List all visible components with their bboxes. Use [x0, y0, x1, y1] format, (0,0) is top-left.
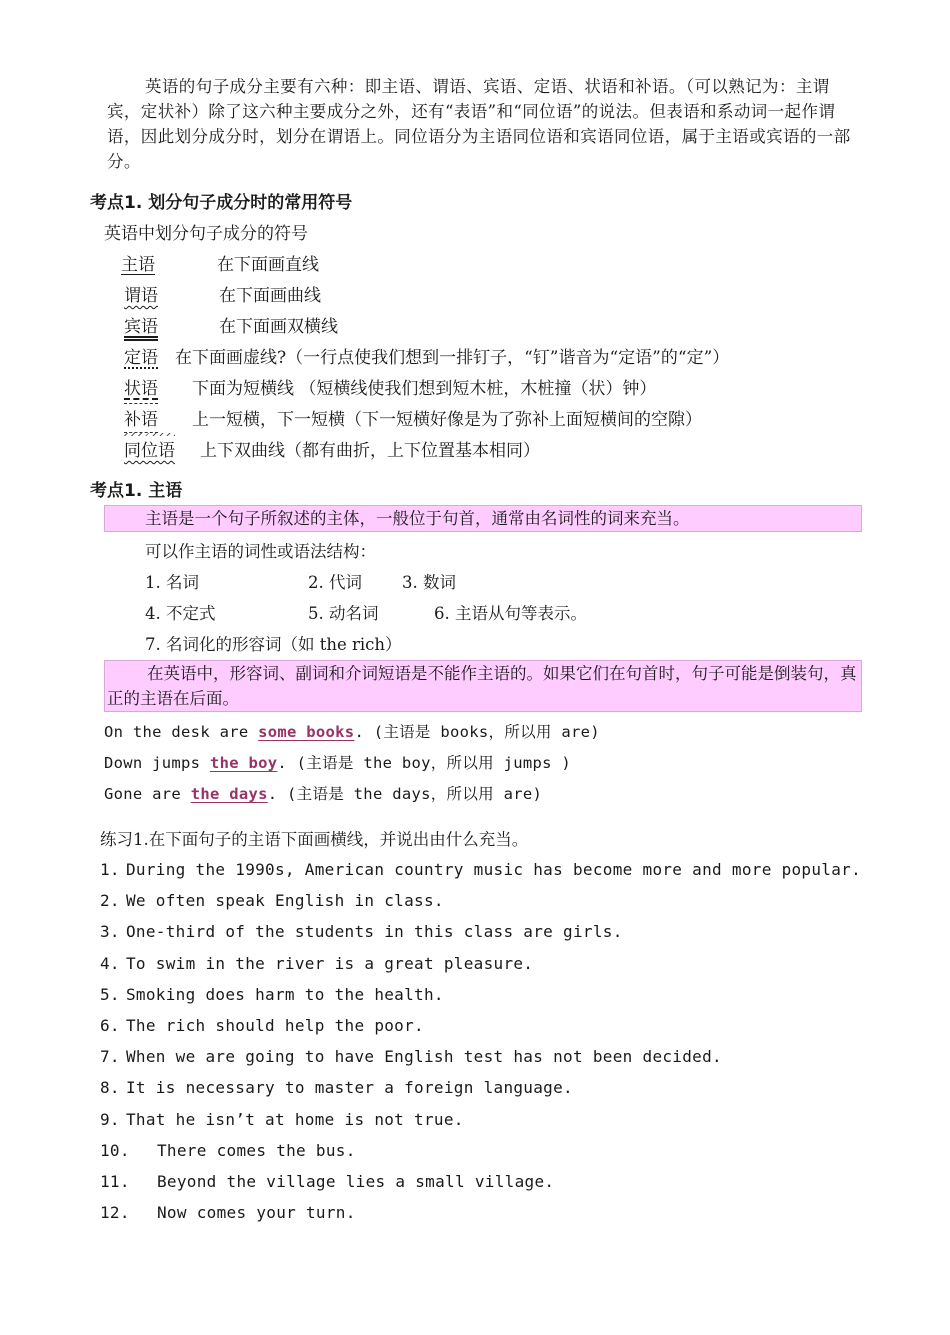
structure-item: 1. 名词 — [145, 573, 199, 592]
exercise-number: 3. — [100, 922, 120, 942]
exercise-sentence: We often speak English in class. — [126, 891, 444, 911]
exercise-number: 10. — [100, 1140, 130, 1160]
symbol-term: 谓语 — [124, 286, 158, 306]
symbol-desc: 在下面画双横线 — [219, 317, 338, 337]
symbol-desc: 上一短横，下一短横（下一短横好像是为了弥补上面短横间的空隙） — [192, 410, 702, 430]
example-sentence — [104, 751, 571, 773]
exercise-item — [100, 1141, 356, 1160]
example-post: . (主语是 books，所以用 are) — [354, 723, 600, 741]
exercise-number: 9. — [100, 1109, 120, 1129]
exercise-sentence: Now comes your turn. — [157, 1203, 356, 1223]
symbol-term: 同位语 — [124, 436, 175, 461]
section1-heading: 考点1. 划分句子成分时的常用符号 — [90, 193, 353, 213]
exercise-item — [100, 1110, 464, 1129]
example-post: . (主语是 the days，所以用 are) — [267, 785, 543, 803]
exercise-number: 5. — [100, 984, 120, 1004]
exercise-item — [100, 1203, 356, 1222]
exercise-number: 8. — [100, 1078, 120, 1098]
symbol-desc: 在下面画曲线 — [219, 286, 321, 306]
exercise-number: 2. — [100, 891, 120, 911]
exercise-item — [100, 954, 533, 973]
exercise-number: 11. — [100, 1172, 130, 1191]
exercise-number: 6. — [100, 1016, 120, 1035]
symbol-desc: 在下面画直线 — [217, 255, 319, 275]
example-post: . (主语是 the boy，所以用 jumps ) — [277, 754, 571, 772]
example-sentence — [104, 720, 600, 742]
symbol-term: 宾语 — [124, 317, 158, 337]
exercise-sentence: There comes the bus. — [157, 1140, 356, 1160]
exercise-item — [100, 1016, 424, 1035]
exercise-item — [100, 922, 623, 941]
structure-item: 5. 动名词 — [308, 604, 379, 623]
structure-item: 3. 数词 — [402, 573, 456, 592]
exercise-number: 7. — [100, 1047, 120, 1067]
subject-definition-text: 主语是一个句子所叙述的主体，一般位于句首，通常由名词性的词来充当。 — [145, 509, 690, 528]
exercise-sentence: The rich should help the poor. — [126, 1016, 424, 1035]
exercise-sentence: That he isn’t at home is not true. — [126, 1109, 464, 1129]
symbol-row-appositive — [124, 436, 540, 464]
exercise-item — [100, 1078, 573, 1097]
example-subject: the boy — [209, 754, 278, 772]
exercise-sentence: During the 1990s, American country music has become more and more popular. — [126, 860, 862, 879]
exercise-item — [100, 1172, 554, 1191]
exercise-sentence: When we are going to have English test has not been decided. — [126, 1047, 722, 1067]
example-pre: On the desk are — [104, 723, 259, 741]
symbol-row-complement — [124, 405, 702, 433]
example-subject: the days — [190, 785, 268, 803]
symbol-term: 主语 — [121, 255, 155, 275]
example-pre: Down jumps — [104, 754, 210, 772]
symbol-term: 补语 — [124, 405, 158, 430]
exercise-item — [100, 891, 444, 910]
symbol-desc: 上下双曲线（都有曲折，上下位置基本相同） — [200, 441, 540, 461]
subject-definition-box — [104, 505, 862, 532]
structure-item: 7. 名词化的形容词（如 the rich） — [145, 635, 402, 654]
symbol-desc: 在下面画虚线?（一行点使我们想到一排钉子，“钉”谐音为“定语”的“定”） — [175, 348, 730, 368]
symbols-subheading: 英语中划分句子成分的符号 — [104, 224, 308, 244]
exercise-title: 练习1.在下面句子的主语下面画横线，并说出由什么充当。 — [100, 830, 529, 849]
inversion-note-text: 在英语中，形容词、副词和介词短语是不能作主语的。如果它们在句首时，句子可能是倒装句，真正的主语在后面。 — [107, 664, 857, 708]
inversion-note-box — [104, 660, 862, 712]
exercise-sentence: To swim in the river is a great pleasure. — [126, 953, 534, 973]
structure-item: 2. 代词 — [308, 573, 362, 592]
structure-item: 6. 主语从句等表示。 — [434, 604, 587, 623]
exercise-item — [100, 985, 444, 1004]
example-pre: Gone are — [104, 785, 191, 803]
exercise-sentence: One-third of the students in this class are girls. — [126, 922, 623, 942]
exercise-sentence: Beyond the village lies a small village. — [157, 1172, 555, 1191]
example-subject: some books — [258, 723, 355, 741]
structure-item: 4. 不定式 — [145, 604, 216, 623]
exercise-sentence: Smoking does harm to the health. — [126, 984, 444, 1004]
structures-label: 可以作主语的词性或语法结构： — [145, 542, 376, 561]
symbol-term: 状语 — [124, 379, 158, 399]
symbol-desc: 下面为短横线 （短横线使我们想到短木桩，木桩撞（状）钟） — [192, 379, 657, 399]
exercise-sentence: It is necessary to master a foreign language. — [126, 1078, 573, 1098]
section2-heading: 考点1. 主语 — [90, 481, 183, 501]
intro-paragraph: 英语的句子成分主要有六种：即主语、谓语、宾语、定语、状语和补语。（可以熟记为：主谓宾，定状补）除了这六种主要成分之外，还有“表语”和“同位语”的说法。但表语和系动词一起作谓语，因此划分成分时，划分在谓语上。同位语分为主语同位语和宾语同位语，属于主语或宾语的一部分。 — [107, 77, 851, 171]
exercise-number: 4. — [100, 953, 120, 973]
exercise-number: 1. — [100, 860, 120, 879]
example-sentence — [104, 782, 542, 804]
exercise-number: 12. — [100, 1203, 130, 1223]
exercise-item — [100, 1047, 722, 1066]
symbol-term: 定语 — [124, 348, 158, 368]
exercise-item — [100, 860, 861, 879]
